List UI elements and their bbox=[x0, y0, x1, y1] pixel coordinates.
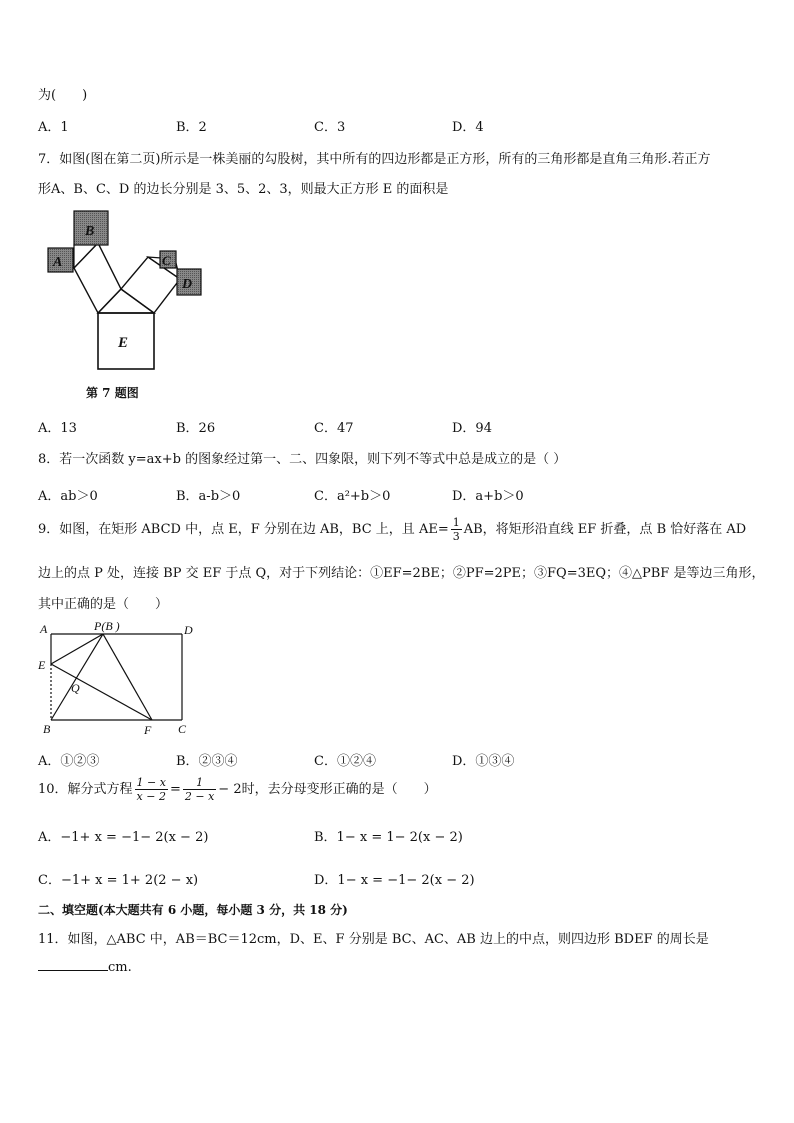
q10-equals: = bbox=[169, 782, 181, 797]
q8-option-a[interactable]: A．ab＞0 bbox=[38, 489, 98, 504]
label-f: F bbox=[144, 723, 152, 737]
label-a: A bbox=[40, 622, 48, 636]
q6-option-d[interactable]: D．4 bbox=[452, 120, 484, 135]
q10-option-c[interactable]: C．−1+ x = 1+ 2(2 − x) bbox=[38, 873, 199, 888]
q7-option-b[interactable]: B．26 bbox=[176, 421, 216, 436]
q10-option-b[interactable]: B．1− x = 1− 2(x − 2) bbox=[314, 830, 463, 845]
q6-option-a[interactable]: A．1 bbox=[38, 120, 69, 135]
q9-stem-line2: 边上的点 P 处，连接 BP 交 EF 于点 Q，对于下列结论：①EF=2BE；②PF=2PE；③FQ=3EQ；④△PBF 是等边三角形， bbox=[38, 566, 765, 581]
q10-fraction-2: $\frac{1}{2 - x}$ bbox=[184, 776, 215, 803]
label-e: E bbox=[118, 335, 129, 351]
q11-unit: cm. bbox=[108, 960, 132, 975]
q11-answer-blank[interactable] bbox=[38, 958, 108, 971]
label-q: Q bbox=[71, 681, 80, 695]
q7-stem-line1: 7．如图(图在第二页)所示是一株美丽的勾股树，其中所有的四边形都是正方形，所有的三角形都是直角三角形.若正方 bbox=[38, 152, 711, 167]
section-2-heading: 二、填空题(本大题共有 6 小题，每小题 3 分，共 18 分) bbox=[38, 903, 348, 917]
label-a: A bbox=[53, 255, 63, 270]
label-b: B bbox=[43, 722, 51, 736]
pythagoras-tree-figure bbox=[44, 205, 214, 375]
q8-option-b[interactable]: B．a-b＞0 bbox=[176, 489, 241, 504]
q9-option-c[interactable]: C．①②④ bbox=[314, 754, 376, 769]
q10-option-a[interactable]: A．−1+ x = −1− 2(x − 2) bbox=[38, 830, 209, 845]
q10-stem-tail: − 2时，去分母变形正确的是（ ） bbox=[218, 782, 437, 797]
label-b: B bbox=[85, 224, 95, 239]
q9-option-b[interactable]: B．②③④ bbox=[176, 754, 238, 769]
q9-stem-pre: 9．如图，在矩形 ABCD 中，点 E，F 分别在边 AB，BC 上，且 AE= bbox=[38, 522, 449, 537]
q8-option-c[interactable]: C．a²+b＞0 bbox=[314, 489, 391, 504]
q11-stem: 11．如图，△ABC 中，AB＝BC＝12cm，D、E、F 分别是 BC、AC、AB 边上的中点，则四边形 BDEF 的周长是 bbox=[38, 932, 709, 947]
label-e: E bbox=[38, 658, 46, 672]
q10-stem bbox=[38, 776, 437, 803]
label-c: C bbox=[162, 253, 171, 268]
q7-option-d[interactable]: D．94 bbox=[452, 421, 492, 436]
label-d: D bbox=[182, 277, 193, 292]
q9-stem-post: AB，将矩形沿直线 EF 折叠，点 B 恰好落在 AD bbox=[463, 522, 747, 537]
q6-option-b[interactable]: B．2 bbox=[176, 120, 207, 135]
figure-7-caption: 第 7 题图 bbox=[86, 386, 139, 400]
q9-stem-line3: 其中正确的是（ ） bbox=[38, 597, 169, 612]
q6-option-c[interactable]: C．3 bbox=[314, 120, 346, 135]
label-d: D bbox=[184, 623, 193, 637]
label-c: C bbox=[178, 722, 187, 736]
q10-fraction-1: $\frac{1 - x}{x - 2}$ bbox=[136, 776, 166, 803]
q7-option-c[interactable]: C．47 bbox=[314, 421, 354, 436]
question-6-tail: 为( ) bbox=[38, 88, 88, 103]
label-pb: P(B ) bbox=[94, 620, 120, 633]
q10-option-d[interactable]: D．1− x = −1− 2(x − 2) bbox=[314, 873, 475, 888]
q8-option-d[interactable]: D．a+b＞0 bbox=[452, 489, 524, 504]
q9-option-d[interactable]: D．①③④ bbox=[452, 754, 515, 769]
q10-stem-pre: 10．解分式方程 bbox=[38, 782, 133, 797]
q7-option-a[interactable]: A．13 bbox=[38, 421, 77, 436]
q9-stem-line1 bbox=[38, 516, 746, 543]
q9-fraction: $\frac{1}{3}$ bbox=[452, 516, 460, 543]
q9-option-a[interactable]: A．①②③ bbox=[38, 754, 100, 769]
q11-answer-line bbox=[38, 958, 132, 975]
q7-stem-line2: 形A、B、C、D 的边长分别是 3、5、2、3，则最大正方形 E 的面积是 bbox=[38, 182, 449, 197]
q8-stem: 8．若一次函数 y=ax+b 的图象经过第一、二、四象限，则下列不等式中总是成立的是（ ） bbox=[38, 452, 567, 467]
rectangle-fold-figure bbox=[34, 620, 204, 740]
